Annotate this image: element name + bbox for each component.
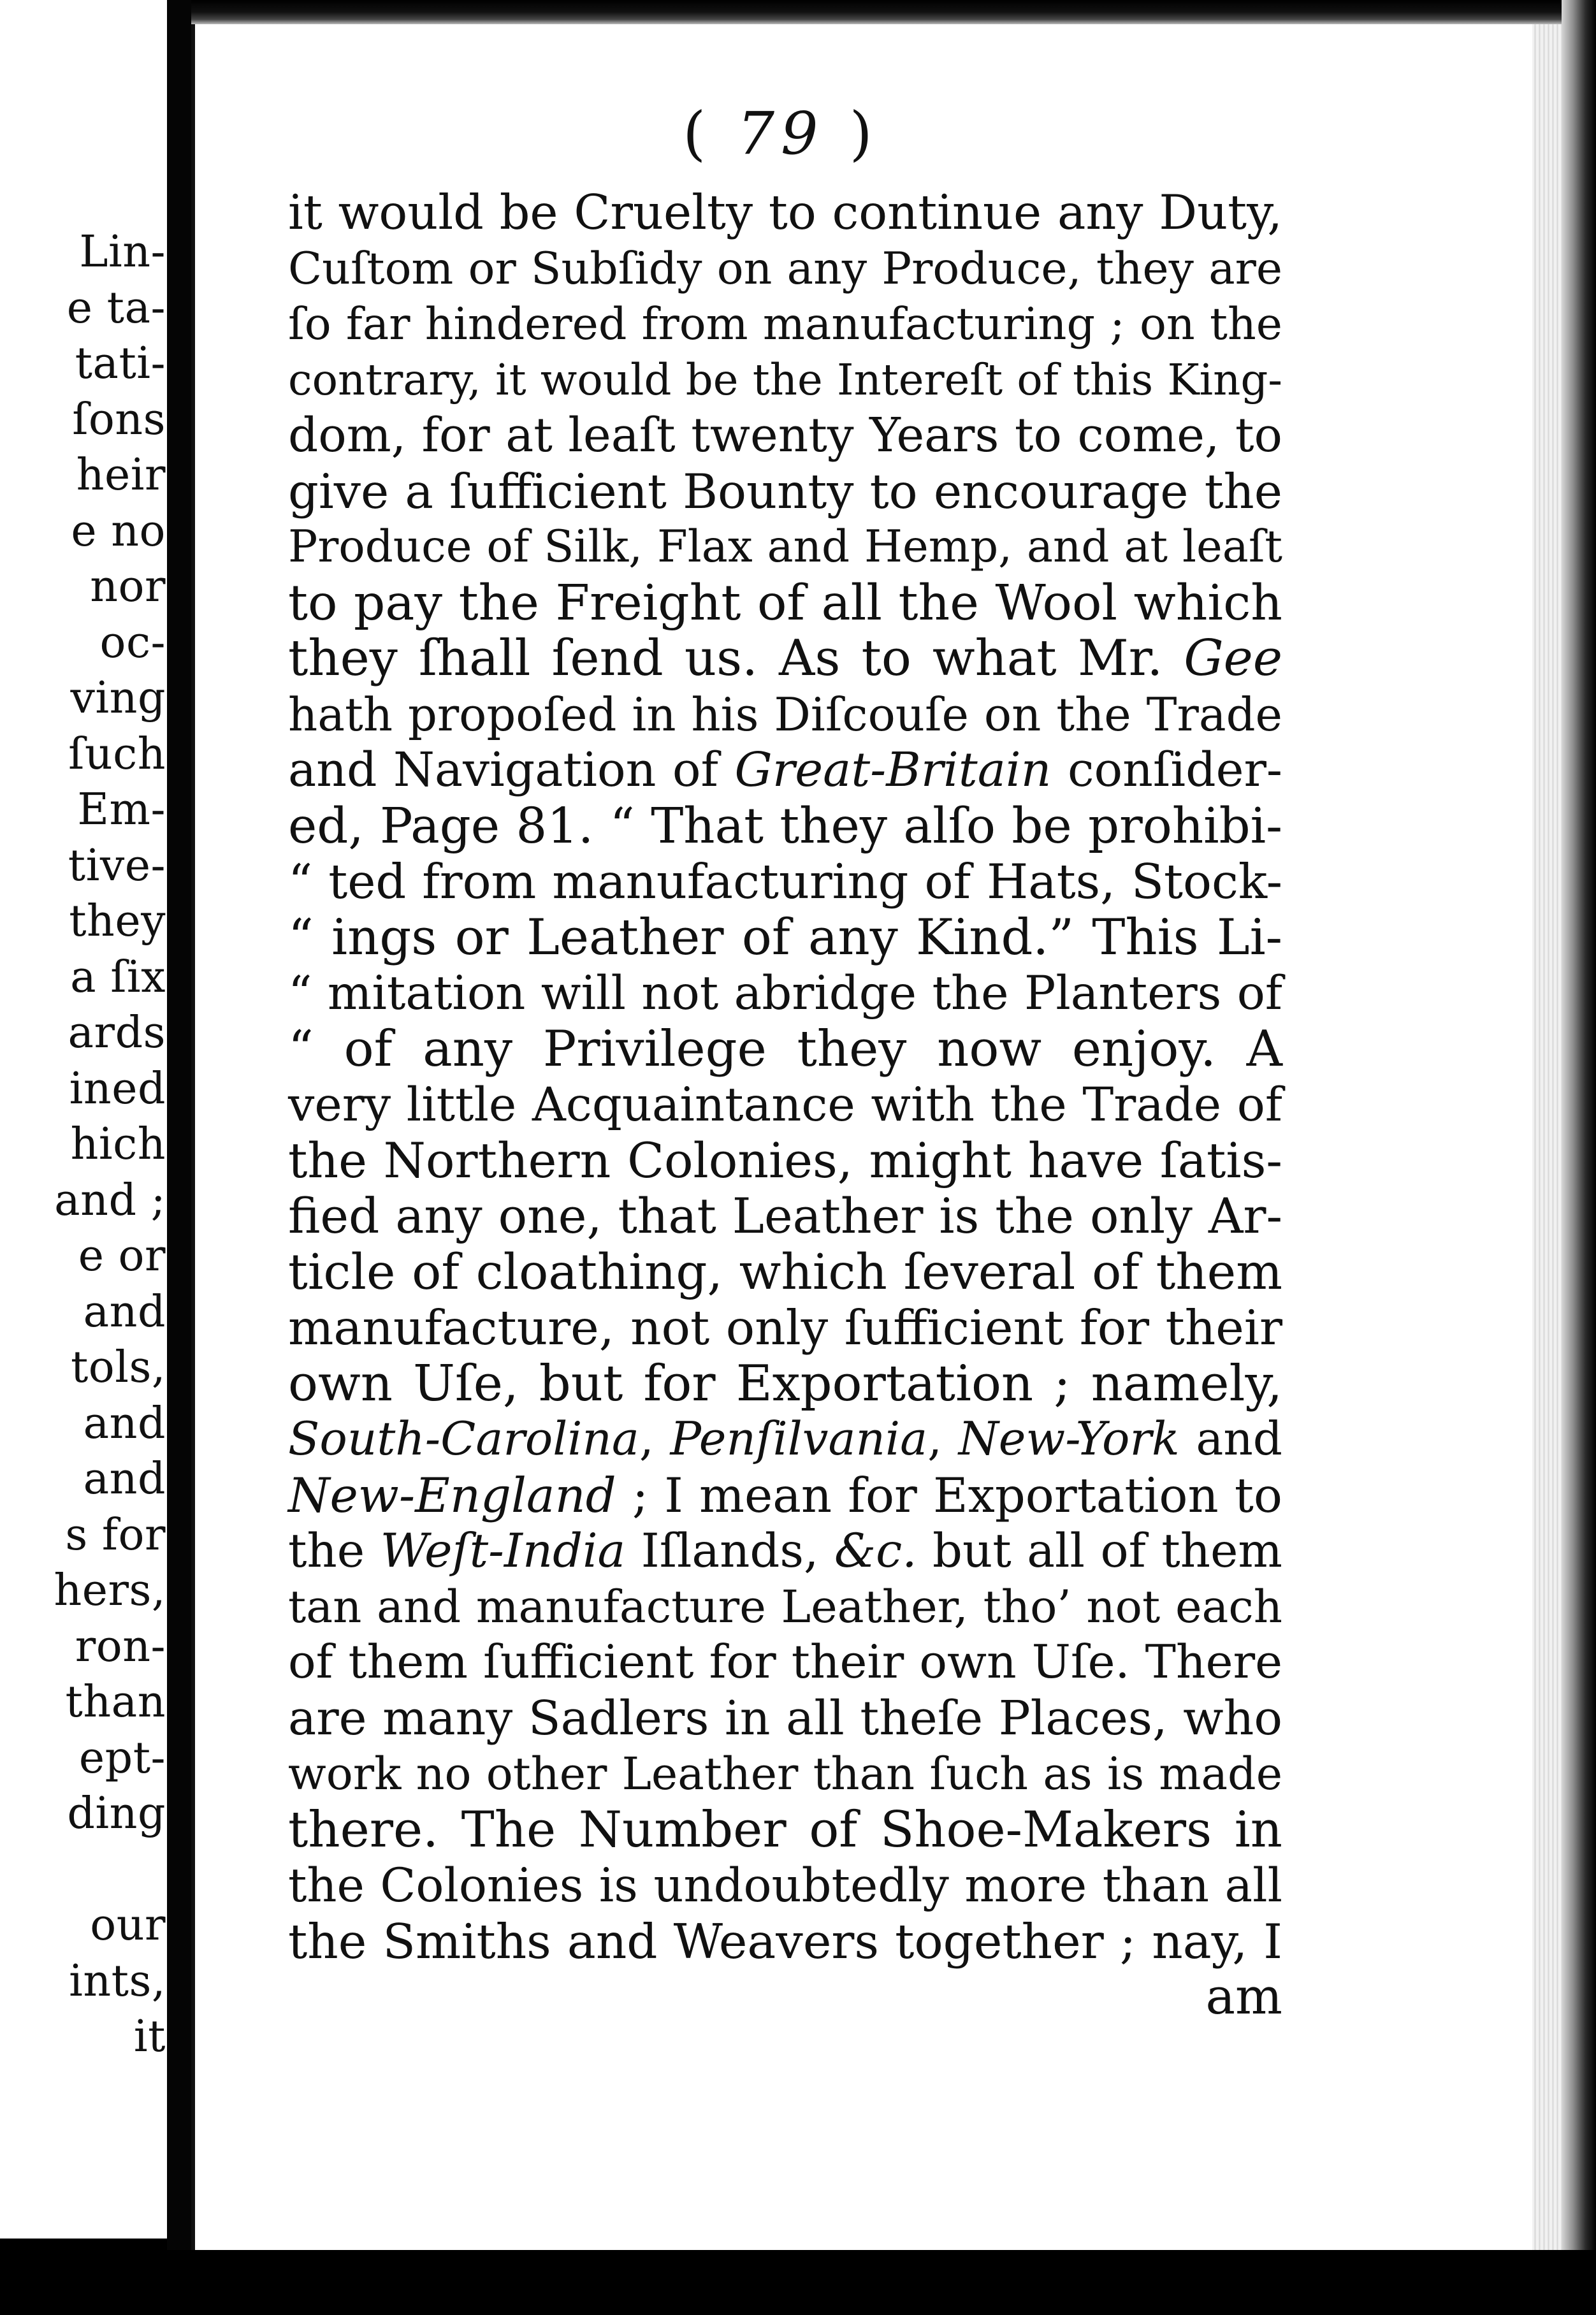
italic-text-segment: Gee: [1184, 630, 1282, 687]
italic-text-segment: Great-Britain: [734, 743, 1052, 797]
facing-page-line: hich: [70, 1119, 166, 1170]
text-line: [288, 1579, 1282, 1636]
facing-page-line: nor: [90, 562, 166, 612]
text-segment: are many Sadlers in all theſe Places, who: [288, 1690, 1282, 1746]
text-segment: tan and manufacture Leather, tho’ not each: [288, 1580, 1282, 1633]
text-line: [288, 1356, 1282, 1412]
text-segment: ticle of cloathing, which ſeveral of them: [288, 1244, 1282, 1301]
text-segment: Iſlands,: [625, 1524, 834, 1578]
text-line: [288, 1523, 1282, 1579]
facing-page-line: s for: [65, 1509, 166, 1560]
text-segment: work no other Leather than ſuch as is made: [288, 1748, 1282, 1800]
italic-text-segment: Weſt-India: [380, 1524, 626, 1578]
body-text: [288, 185, 1282, 2026]
text-segment: they ſhall ſend us. As to what Mr.: [288, 630, 1184, 687]
text-line: [288, 1412, 1282, 1468]
text-segment: “ ted from manufacturing of Hats, Stock-: [288, 854, 1282, 910]
text-segment: the Northern Colonies, might have ſatis-: [288, 1132, 1282, 1189]
text-segment: ,: [639, 1412, 671, 1466]
text-line: [288, 1189, 1282, 1245]
facing-page-line: tive-: [68, 840, 166, 891]
facing-page-line: ving: [70, 673, 166, 723]
facing-page-line: our: [90, 1900, 166, 1950]
text-segment: fied any one, that Leather is the only Ar-: [288, 1188, 1282, 1244]
text-line: [288, 1691, 1282, 1747]
text-line: [288, 1914, 1282, 1970]
text-segment: ſo far hindered from manufacturing ; on the: [288, 298, 1282, 350]
italic-text-segment: New-York: [958, 1412, 1180, 1466]
text-segment: ,: [927, 1412, 959, 1466]
text-line: [288, 519, 1282, 576]
top-edge-shadow: [191, 0, 1596, 24]
facing-page-line: tols,: [70, 1342, 166, 1393]
text-line: [288, 1077, 1282, 1133]
text-segment: dom, for at leaſt twenty Years to come, to: [288, 408, 1282, 463]
facing-page-line: it: [133, 2012, 166, 2062]
facing-page-text-fragments: [0, 224, 166, 2065]
facing-page-line: than: [65, 1677, 166, 1727]
text-segment: and Navigation of: [288, 743, 735, 797]
text-line: [288, 631, 1282, 687]
text-segment: “ of any Privilege they now enjoy. A: [288, 1020, 1282, 1078]
right-edge-shadow: [1562, 0, 1596, 2315]
text-segment: the Colonies is undoubtedly more than all: [288, 1859, 1282, 1913]
facing-page-line: a ſix: [70, 952, 166, 1003]
facing-page-line: they: [69, 896, 166, 947]
text-segment: the: [288, 1524, 381, 1578]
text-line: [288, 1300, 1282, 1356]
facing-page-line: ards: [68, 1008, 166, 1058]
text-line: [288, 464, 1282, 520]
text-line: [288, 408, 1282, 464]
facing-page-line: and ;: [54, 1175, 166, 1226]
text-line: [288, 1746, 1282, 1803]
italic-text-segment: Penſilvania: [670, 1412, 928, 1466]
text-segment: it would be Cruelty to continue any Duty,: [288, 185, 1282, 240]
text-segment: but all of them: [917, 1524, 1282, 1578]
facing-page-line: [0, 1842, 166, 1898]
text-segment: hath propoſed in his Diſcouſe on the Trade: [288, 687, 1282, 741]
text-line: [288, 241, 1282, 297]
page-number: [676, 96, 886, 172]
text-line: [288, 296, 1282, 352]
text-segment: of them ſufficient for their own Uſe. There: [288, 1636, 1282, 1689]
text-line: [288, 687, 1282, 743]
text-line: [288, 576, 1282, 632]
text-line: [288, 352, 1282, 409]
facing-page-line: and: [83, 1286, 166, 1337]
facing-page-left: [0, 0, 167, 2239]
text-segment: very little Acquaintance with the Trade of: [288, 1078, 1282, 1132]
text-line: [288, 799, 1282, 855]
facing-page-line: ſons: [72, 394, 166, 445]
facing-page-line: oc-: [99, 617, 166, 668]
text-segment: “ mitation will not abridge the Planters of: [288, 966, 1282, 1020]
facing-page-line: Lin-: [79, 227, 166, 277]
bottom-edge-shadow: [0, 2250, 1596, 2315]
facing-page-line: ints,: [69, 1956, 166, 2007]
italic-text-segment: &c.: [834, 1524, 917, 1578]
facing-page-line: ſuch: [68, 729, 166, 780]
text-segment: conſider-: [1051, 743, 1282, 797]
text-line: [288, 854, 1282, 910]
text-line: [288, 1022, 1282, 1078]
text-segment: “ ings or Leather of any Kind.” This Li-: [288, 908, 1282, 966]
text-segment: manufacture, not only ſufficient for their: [288, 1300, 1282, 1356]
page-edges-right: [1532, 24, 1562, 2255]
facing-page-line: tati-: [75, 338, 166, 389]
facing-page-line: heir: [76, 450, 166, 500]
facing-page-line: ding: [67, 1789, 166, 1839]
facing-page-line: e or: [78, 1231, 166, 1281]
text-segment: own Uſe, but for Exportation ; namely,: [288, 1354, 1282, 1412]
text-segment: there. The Number of Shoe-Makers in: [288, 1801, 1282, 1859]
text-segment: Cuſtom or Subſidy on any Produce, they are: [288, 242, 1282, 294]
text-line: [288, 966, 1282, 1022]
text-line: [288, 1133, 1282, 1189]
text-line: [288, 910, 1282, 966]
text-segment: the Smiths and Weavers together ; nay, I: [288, 1913, 1282, 1970]
text-line: [288, 743, 1282, 799]
text-line: [288, 1635, 1282, 1691]
text-segment: ed, Page 81. “ That they alſo be prohibi-: [288, 797, 1282, 855]
facing-page-line: ined: [69, 1063, 166, 1114]
text-line: [288, 1858, 1282, 1914]
page-number-open-paren: (: [683, 99, 713, 168]
text-line: [288, 1803, 1282, 1859]
text-line: [288, 185, 1282, 241]
text-segment: contrary, it would be the Intereſt of this King-: [288, 354, 1282, 405]
facing-page-line: and: [83, 1454, 166, 1504]
text-segment: to pay the Freight of all the Wool which: [288, 574, 1282, 632]
facing-page-line: Em-: [77, 785, 166, 835]
text-segment: and: [1179, 1412, 1282, 1466]
italic-text-segment: New-England: [288, 1467, 616, 1523]
facing-page-line: and: [83, 1398, 166, 1449]
text-segment: give a ſufficient Bounty to encourage the: [288, 463, 1282, 519]
italic-text-segment: South-Carolina: [288, 1412, 639, 1466]
facing-page-line: ron-: [75, 1621, 166, 1672]
text-segment: Produce of Silk, Flax and Hemp, and at leaſt: [288, 521, 1282, 572]
facing-page-line: hers,: [54, 1565, 166, 1616]
facing-page-line: ept-: [78, 1732, 166, 1783]
text-segment: ; I mean for Exportation to: [616, 1467, 1282, 1523]
text-line: [288, 1245, 1282, 1301]
text-line: [288, 1468, 1282, 1524]
facing-page-line: e no: [71, 505, 166, 556]
facing-page-line: e ta-: [66, 282, 166, 333]
catchword: am: [1205, 1968, 1282, 2026]
page-number-close-paren: ): [849, 99, 879, 168]
page-number-value: 79: [737, 99, 825, 168]
